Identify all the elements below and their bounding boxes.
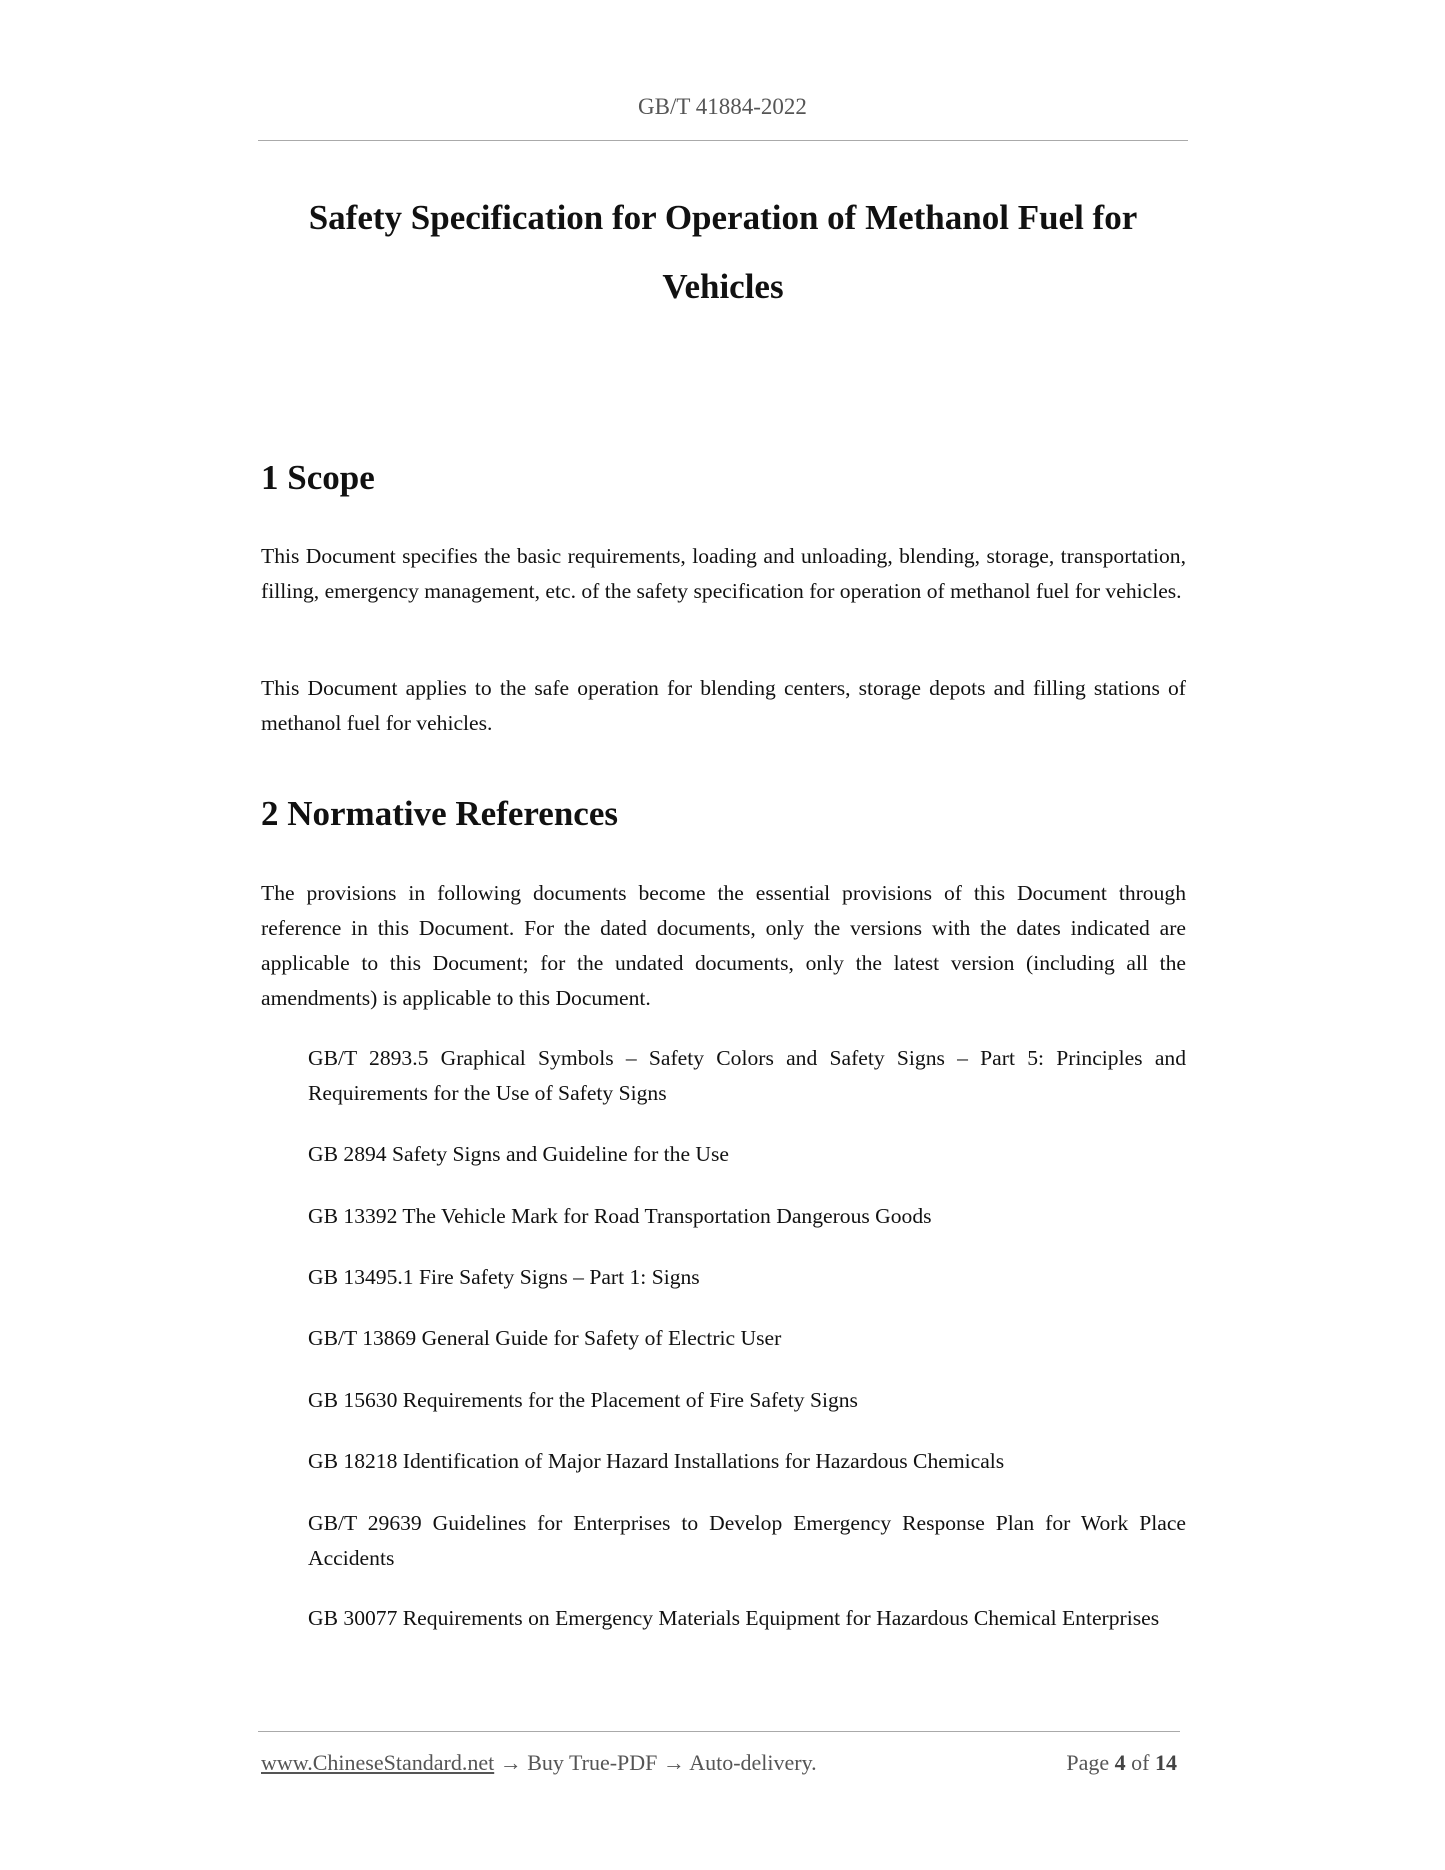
reference-item: GB 13392 The Vehicle Mark for Road Transportation Dangerous Goods [308,1204,932,1228]
document-code-header: GB/T 41884-2022 [638,94,807,119]
page-label: Page [1066,1750,1110,1775]
reference-item: GB 18218 Identification of Major Hazard Installations for Hazardous Chemicals [308,1449,1005,1473]
section-heading-scope: 1 Scope [261,458,375,497]
total-pages: 14 [1155,1750,1177,1775]
reference-item: GB/T 29639 Guidelines for Enterprises to Develop Emergency Response Plan for Work Place Accidents [308,1511,1186,1570]
reference-item: GB 2894 Safety Signs and Guideline for the Use [308,1142,730,1166]
page-title: Safety Specification for Operation of Methanol Fuel for Vehicles [308,198,1138,306]
website-link[interactable]: www.ChineseStandard.net [261,1750,495,1775]
header-divider [258,140,1188,141]
reference-item: GB 13495.1 Fire Safety Signs – Part 1: Signs [308,1265,700,1289]
scope-paragraph: This Document specifies the basic requirements, loading and unloading, blending, storage, transportation, filling, emergency management, etc. of the safety specification for operation of methanol fuel for vehicles. [261,544,1186,603]
footer-tagline: → Buy True-PDF → Auto-delivery. [494,1750,817,1775]
footer-divider [258,1731,1180,1732]
references-intro-paragraph: The provisions in following documents become the essential provisions of this Document through reference in this Document. For the dated documents, only the versions with the dates indicated are applicable to this Document; for the undated documents, only the latest version (including all the amendments) is applicable to this Document. [261,881,1186,1010]
reference-item: GB 30077 Requirements on Emergency Materials Equipment for Hazardous Chemical Enterprises [308,1606,1160,1630]
reference-item: GB 15630 Requirements for the Placement of Fire Safety Signs [308,1388,858,1412]
footer-promo [261,1750,817,1776]
scope-paragraph: This Document applies to the safe operation for blending centers, storage depots and filling stations of methanol fuel for vehicles. [261,676,1186,735]
reference-item: GB/T 13869 General Guide for Safety of Electric User [308,1326,782,1350]
of-label: of [1131,1750,1150,1775]
page-indicator [1066,1750,1177,1776]
reference-item: GB/T 2893.5 Graphical Symbols – Safety Colors and Safety Signs – Part 5: Principles and Requirements for the Use of Safety Signs [308,1046,1186,1105]
section-heading-normative-references: 2 Normative References [261,794,618,833]
current-page: 4 [1114,1750,1126,1775]
